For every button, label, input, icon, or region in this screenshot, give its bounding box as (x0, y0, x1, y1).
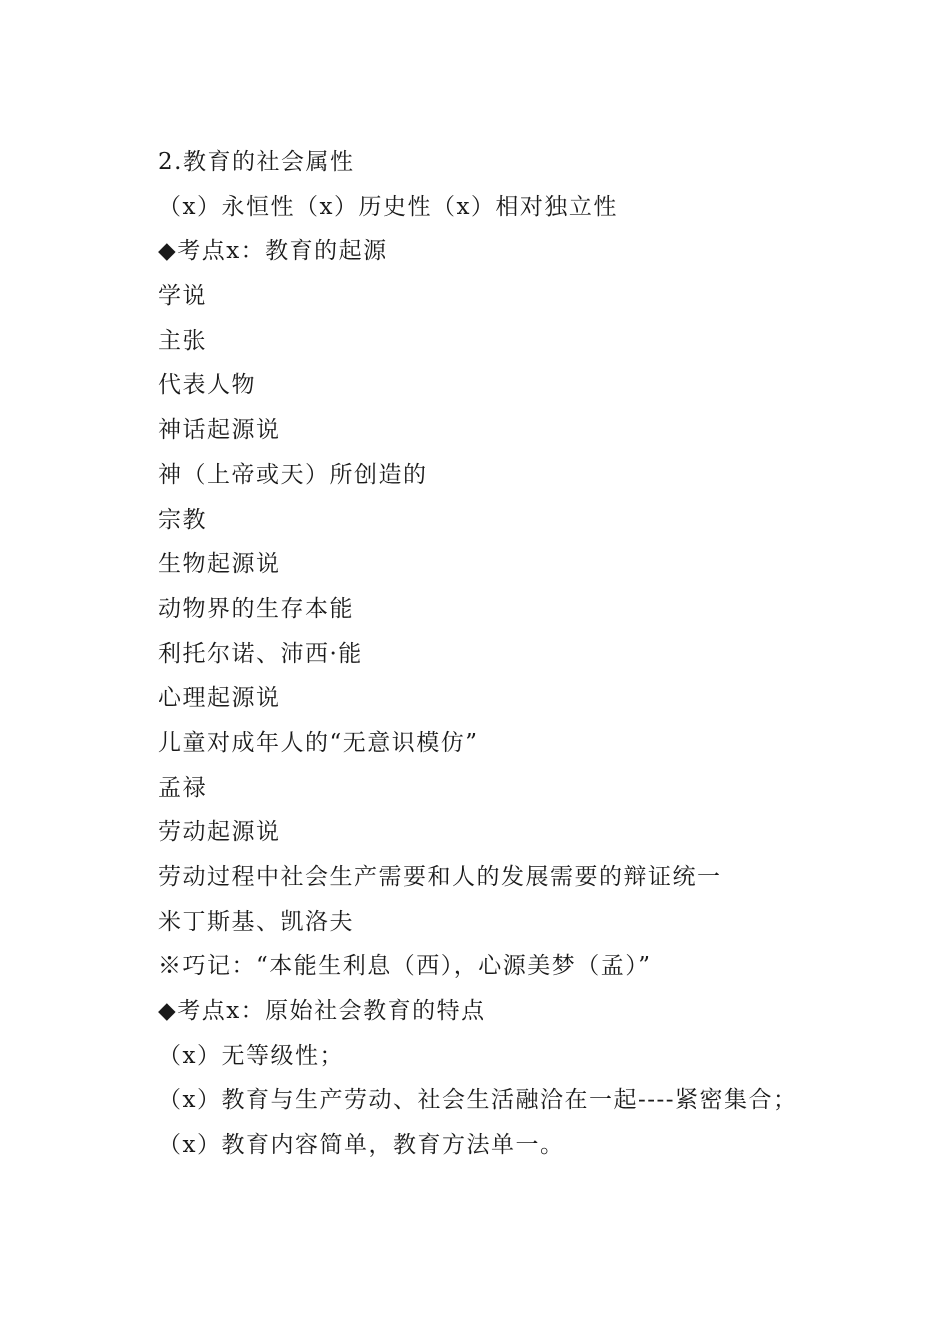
text-line: （x）教育内容简单，教育方法单一。 (158, 1132, 565, 1159)
section-heading-primitive-education: ◆考点x：原始社会教育的特点 (158, 998, 486, 1025)
text-line: （x）无等级性； (158, 1042, 344, 1069)
section-heading-origin-of-education: ◆考点x：教育的起源 (158, 238, 388, 265)
text-line: 劳动起源说 (158, 819, 281, 846)
text-line: 劳动过程中社会生产需要和人的发展需要的辩证统一 (158, 864, 722, 890)
text-line: 神话起源说 (158, 417, 281, 444)
section-heading-social-attributes: 2.教育的社会属性 (158, 149, 355, 175)
document-body (158, 140, 878, 1168)
text-line: 宗教 (158, 506, 207, 533)
text-line: 学说 (158, 283, 207, 310)
text-line: 动物界的生存本能 (158, 595, 354, 622)
text-line: 米丁斯基、凯洛夫 (158, 908, 354, 935)
text-line: 利托尔诺、沛西·能 (158, 640, 363, 667)
text-line: （x）教育与生产劳动、社会生活融洽在一起----紧密集合； (158, 1087, 798, 1114)
text-line: （x）永恒性（x）历史性（x）相对独立性 (158, 193, 618, 220)
text-line: 神（上帝或天）所创造的 (158, 461, 428, 488)
text-line: 儿童对成年人的“无意识模仿” (158, 729, 479, 756)
text-line: 主张 (158, 327, 207, 354)
text-line: 心理起源说 (158, 685, 281, 712)
mnemonic-line: ※巧记：“本能生利息（西），心源美梦（孟）” (158, 953, 652, 980)
text-line: 生物起源说 (158, 551, 281, 578)
text-line: 孟禄 (158, 774, 207, 801)
text-line: 代表人物 (158, 372, 256, 399)
